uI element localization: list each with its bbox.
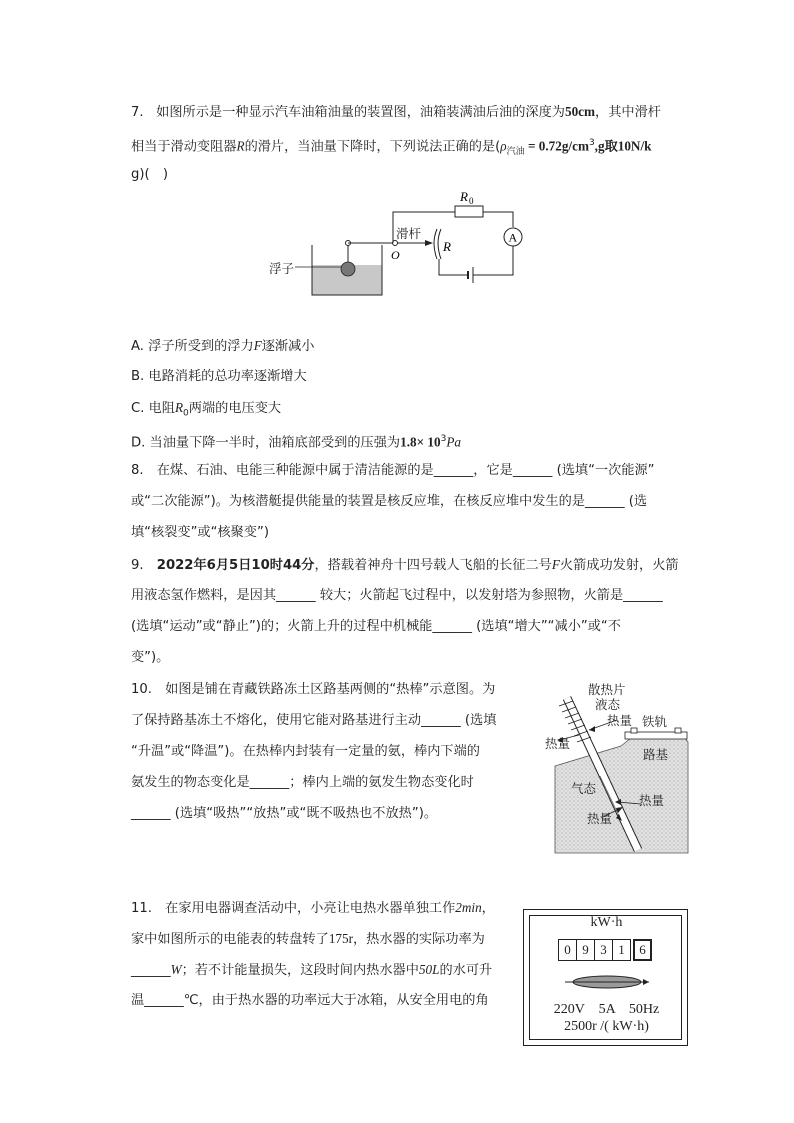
q7-option-c: C. 电阻$R_0$两端的电压变大 — [131, 400, 282, 419]
label-gas: 气态 — [571, 781, 597, 796]
meter-digit: 3 — [595, 939, 613, 961]
oil-gauge-circuit-figure — [255, 185, 535, 305]
meter-digit-decimal: 6 — [633, 939, 652, 961]
q7-option-b: B. 电路消耗的总功率逐渐增大 — [131, 369, 307, 384]
label-slider: 滑杆 — [396, 226, 422, 241]
q10-line-1: 10. 如图是铺在青藏铁路冻土区路基两侧的“热棒”示意图。为 — [131, 682, 496, 697]
label-rail: 铁轨 — [642, 714, 668, 729]
label-heat-1: 热量 — [607, 713, 633, 728]
meter-digit: 9 — [577, 939, 595, 961]
electric-meter — [523, 909, 688, 1046]
label-o: O — [391, 248, 400, 262]
q7-line-2: 相当于滑动变阻器R的滑片，当油量下降时，下列说法正确的是($\rho_{汽油} = 0.72g/cm^3,g$取10N/k — [131, 138, 652, 158]
heat-pipe-figure — [545, 680, 693, 856]
q9-line-3: (选填“运动”或“静止”)的；火箭上升的过程中机械能______ (选填“增大”“减小”或“不 — [131, 619, 621, 634]
label-r: R — [443, 239, 451, 254]
q9-line-2: 用液态氢作燃料，是因其______ 较大；火箭起飞过程中，以发射塔为参照物，火箭是______ — [131, 588, 663, 603]
q8-line-1: 8. 在煤、石油、电能三种能源中属于清洁能源的是______，它是______ (选填“一次能源” — [131, 463, 655, 478]
meter-disc — [562, 972, 652, 992]
q7-line-3: g)( ) — [131, 167, 168, 182]
q7-option-a: A. 浮子所受到的浮力F逐渐减小 — [131, 338, 315, 354]
q7-option-d: D. 当油量下降一半时，油箱底部受到的压强为$1.8\times 10^3Pa$ — [131, 434, 461, 451]
q8-line-2: 或“二次能源”)。为核潜艇提供能量的装置是核反应堆，在核反应堆中发生的是______ (选 — [131, 494, 648, 509]
label-heat-4: 热量 — [587, 811, 613, 826]
resistor-r0 — [455, 206, 483, 217]
variable-resistor — [434, 229, 437, 259]
meter-specs: 220V 5A 50Hz — [553, 1002, 660, 1017]
q10-line-5: ______ (选填“吸热”“放热”或“既不吸热也不放热”)。 — [131, 806, 438, 821]
meter-digits — [558, 939, 652, 961]
q9-line-1: 9. 2022年6月5日10时44分，搭载着神舟十四号载人飞船的长征二号F火箭成功发射，火箭 — [131, 557, 679, 573]
svg-text:0: 0 — [469, 196, 474, 206]
q10-line-3: “升温”或“降温”)。在热棒内封装有一定量的氨，棒内下端的 — [131, 744, 480, 759]
q8-line-3: 填“核裂变”或“核聚变”) — [131, 525, 269, 540]
ammeter-label: A — [508, 230, 518, 245]
label-r0: R — [460, 189, 468, 204]
label-fins: 散热片 — [588, 682, 626, 697]
q10-line-2: 了保持路基冻土不熔化，使用它能对路基进行主动______ (选填 — [131, 713, 497, 728]
q11-line-2: 家中如图所示的电能表的转盘转了175r，热水器的实际功率为 — [131, 931, 485, 947]
q7-line-1: 7. 如图所示是一种显示汽车油箱油量的装置图，油箱装满油后油的深度为50cm，其中滑杆 — [131, 104, 661, 120]
slider-arrow — [425, 240, 433, 246]
label-roadbed: 路基 — [643, 747, 669, 762]
label-heat-2: 热量 — [545, 736, 571, 751]
meter-unit: kW·h — [590, 915, 623, 930]
q11-line-4: 温______℃，由于热水器的功率远大于冰箱，从安全用电的角 — [131, 993, 489, 1008]
meter-digit: 1 — [613, 939, 631, 961]
meter-digit: 0 — [558, 939, 577, 961]
label-liquid: 液态 — [595, 697, 621, 712]
q9-line-4: 变”)。 — [131, 650, 170, 665]
meter-rate: 2500r /( kW·h) — [564, 1019, 649, 1034]
label-heat-3: 热量 — [639, 793, 665, 808]
q10-line-4: 氨发生的物态变化是______；棒内上端的氨发生物态变化时 — [131, 775, 474, 790]
q11-line-1: 11. 在家用电器调查活动中，小亮让电热水器单独工作2min， — [131, 900, 495, 916]
q11-line-3: ______W；若不计能量损失，这段时间内热水器中50L的水可升 — [131, 962, 493, 978]
label-float: 浮子 — [269, 261, 295, 276]
float-ball — [341, 262, 355, 276]
